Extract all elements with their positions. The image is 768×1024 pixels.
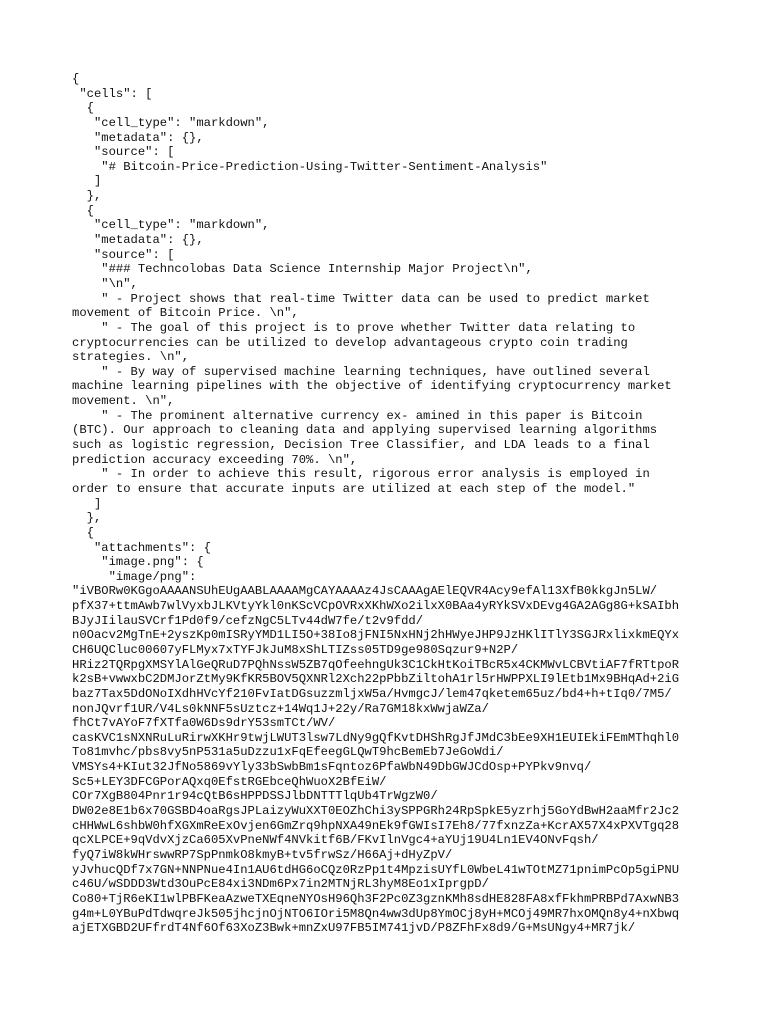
text-line: " - In order to achieve this result, rigorous error analysis is employed in: [72, 467, 650, 482]
text-line: casKVC1sNXNRuLuRirwXKHr9twjLWUT3lsw7LdNy9gQfKvtDHShRgJfJMdC3bEe9XH1EUIEkiFEmMThqhl0: [72, 730, 680, 745]
text-line: prediction accuracy exceeding 70%. \n",: [72, 452, 358, 467]
text-line: "\n",: [72, 276, 138, 291]
text-line: DW02e8E1b6x70GSBD4oaRgsJPLaizyWuXXT0EOZhChi3ySPPGRh24RpSpkE5yzrhj5GoYdBwH2aaMfr2Jc2: [72, 804, 680, 819]
notebook-json-document: [72, 72, 712, 936]
text-line: ]: [72, 174, 102, 189]
text-line: movement. \n",: [72, 394, 175, 409]
text-line: "# Bitcoin-Price-Prediction-Using-Twitter-Sentiment-Analysis": [72, 159, 548, 174]
text-line: " - Project shows that real-time Twitter data can be used to predict market: [72, 291, 650, 306]
text-line: n0Oacv2MgTnE+2yszKp0mISRyYMD1LI5O+38Io8jFNI5NxHNj2hHWyeJHP9JzHKlITlY3SGJRxlixkmEQYx: [72, 628, 680, 643]
text-line: baz7Tax5DdONoIXdhHVcYf210FvIatDGsuzzmljxW5a/HvmgcJ/lem47qketem65uz/bd4+h+tIq0/7M5/: [72, 686, 672, 701]
text-line: machine learning pipelines with the objective of identifying cryptocurrency market: [72, 379, 672, 394]
text-line: "source": [: [72, 145, 175, 160]
text-line: "source": [: [72, 247, 175, 262]
text-line: "cells": [: [72, 86, 153, 101]
text-line: Co80+TjR6eKI1wlPBFKeaAzweTXEqneNYOsH96Qh3F2Pc0Z3gznKMh8sdHE828FA8xfFkhmPRBPd7AxwNB3: [72, 891, 680, 906]
text-line: " - The goal of this project is to prove whether Twitter data relating to: [72, 320, 636, 335]
text-line: k2sB+vwwxbC2DMJorZtMy9KfKR5BOV5QXNRl2Xch22pPbbZiltohA1rl5rHWPPXLI9lEtb1Mx9BHqAd+2iG: [72, 672, 680, 687]
text-line: To81mvhc/pbs8vy5nP531a5uDzzu1xFqEfeegGLQwT9hcBemEb7JeGoWdi/: [72, 745, 504, 760]
text-line: " - By way of supervised machine learning techniques, have outlined several: [72, 364, 650, 379]
text-line: "metadata": {},: [72, 233, 204, 248]
text-line: "cell_type": "markdown",: [72, 115, 270, 130]
text-line: cryptocurrencies can be utilized to develop advantageous crypto coin trading: [72, 335, 628, 350]
text-line: "iVBORw0KGgoAAAANSUhEUgAABLAAAAMgCAYAAAAz4JsCAAAgAElEQVR4Acy9efAl13XfB0kkgJn5LW/: [72, 584, 658, 599]
text-line: " - The prominent alternative currency ex- amined in this paper is Bitcoin: [72, 408, 643, 423]
text-line: {: [72, 203, 94, 218]
text-line: ]: [72, 496, 102, 511]
text-line: Sc5+LEY3DFCGPorAQxq0EfstRGEbceQhWuoX2BfEiW/: [72, 774, 387, 789]
text-line: BJyJIilauSVCrf1Pd0f9/cefzNgC5LTv44dW7fe/t2v9fdd/: [72, 613, 424, 628]
text-line: strategies. \n",: [72, 350, 190, 365]
text-line: c46U/wSDDD3Wtd3OuPcE84xi3NDm6Px7in2MTNjRL3hyM8Eo1xIprgpD/: [72, 877, 489, 892]
text-line: CH6UQCluc00607yFLMyx7xTYFJkJuM8xShLTIZss05TD9ge980Sqzur9+N2P/: [72, 642, 519, 657]
text-line: movement of Bitcoin Price. \n",: [72, 306, 299, 321]
text-line: },: [72, 189, 102, 204]
text-line: g4m+L0YBuPdTdwqreJk505jhcjnOjNTO6IOri5M8Qn4ww3dUp8YmOCj8yH+MCOj49MR7hxOMQn8y4+nXbwq: [72, 906, 680, 921]
text-line: qcXLPCE+9qVdvXjzCa605XvPneNWf4NVkitf6B/FKvIlnVgc4+aYUj19U4Ln1EV4ONvFqsh/: [72, 833, 599, 848]
text-line: "image.png": {: [72, 555, 204, 570]
text-line: order to ensure that accurate inputs are utilized at each step of the model.": [72, 481, 636, 496]
text-line: VMSYs4+KIut32JfNo5869vYly33bSwbBm1sFqntoz6PfaWbN49DbGWJCdOsp+PYPkv9nvq/: [72, 760, 592, 775]
text-line: COr7XgB804Pnr1r94cQtB6sHPPDSSJlbDNTTTlqUb4TrWgzW0/: [72, 789, 438, 804]
text-line: ajETXGBD2UFfrdT4Nf6Of63XoZ3Bwk+mnZxU97FB5IM741jvD/P8ZFhFx8d9/G+MsUNgy4+MR7jk/: [72, 921, 636, 936]
text-line: "attachments": {: [72, 540, 211, 555]
text-line: fyQ7iW8kWHrswwRP7SpPnmkO8kmyB+tv5frwSz/H66Aj+dHyZpV/: [72, 847, 453, 862]
text-line: "### Techncolobas Data Science Internship Major Project\n",: [72, 262, 533, 277]
text-line: (BTC). Our approach to cleaning data and applying supervised learning algorithms: [72, 423, 658, 438]
text-line: "cell_type": "markdown",: [72, 218, 270, 233]
text-line: {: [72, 101, 94, 116]
text-line: HRiz2TQRpgXMSYlAlGeQRuD7PQhNssW5ZB7qOfeehngUk3C1CkHtKoiTBcR5x4CKMWvLCBVtiAF7fRTtpoR: [72, 657, 680, 672]
text-line: {: [72, 72, 80, 86]
text-line: cHHWwL6shbW0hfXGXmReExOvjen6GmZrq9hpNXA49nEk9fGWIsI7Eh8/77fxnzZa+KcrAX57X4xPXVTgq28: [72, 818, 680, 833]
text-line: yJvhucQDf7x7GN+NNPNue4In1AU6tdHG6oCQz0RzPp1t4MpzisUYfL0WbeL41wTOtMZ71pnimPcOp5giPNU: [72, 862, 680, 877]
text-line: },: [72, 511, 102, 526]
text-line: "metadata": {},: [72, 130, 204, 145]
text-line: fhCt7vAYoF7fXTfa0W6Ds9drY53smTCt/WV/: [72, 716, 336, 731]
text-line: "image/png":: [72, 569, 197, 584]
text-line: such as logistic regression, Decision Tree Classifier, and LDA leads to a final: [72, 438, 650, 453]
text-line: {: [72, 525, 94, 540]
text-line: nonJQvrf1UR/V4Ls0kNNF5sUztcz+14Wq1J+22y/Ra7GM18kxWwjaWZa/: [72, 701, 489, 716]
text-line: pfX37+ttmAwb7wlVyxbJLKVtyYkl0nKScVCpOVRxXKhWXo2ilxX0BAa4yRYkSVxDEvg4GA2AGg8G+kSAIbh: [72, 599, 680, 614]
